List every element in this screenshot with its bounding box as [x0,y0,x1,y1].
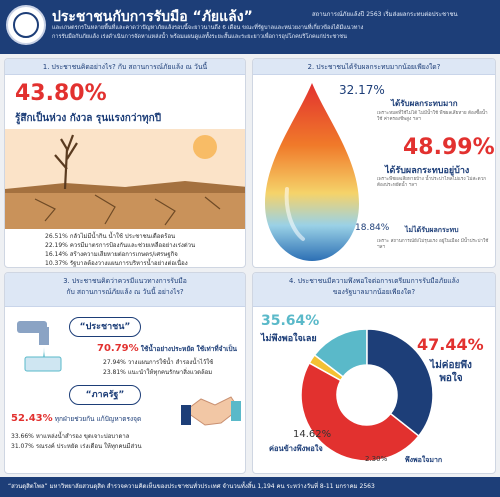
q2-percent: 32.17% [339,83,385,97]
handshake-icon [181,381,241,435]
header-intro-line: การรับมือกับภัยแล้ง เร่งดำเนินการจัดหาแหล่งน้ำ พร้อมแผนดูแลทั้งระยะสั้นและระยะยาวเพื่อการอุปโภคบริโภคแก่ประชาชน [52,33,347,40]
panel-q2 [252,58,496,268]
drought-illustration [5,129,246,229]
list-item: 31.07% รณรงค์ ประหยัด เร่งเดือน ให้ทุกคนมีส่วน [11,443,142,450]
pie-label: พึงพอใจมาก [405,456,443,464]
panel-q4-title: 4. ประชาชนมีความพึงพอใจต่อการเตรียมการรับมือภัยแล้ง [288,277,460,285]
q2-percent: 18.84% [355,223,390,233]
q2-label: ได้รับผลกระทบมาก [391,99,458,108]
list-item: 22.19% ควรมีมาตรการป้องกันและช่วยเหลืออย่างเร่งด่วน [45,242,196,249]
list-item: 10.37% รัฐบาลต้องวางแผนการบริหารน้ำอย่างต่อเนื่อง [45,260,188,267]
pie-label: ไม่พึงพอใจเลย [261,334,317,344]
pie-label: ไม่ค่อยพึงพอใจ [430,360,472,384]
q1-main-text: รู้สึกเป็นห่วง กังวล รุนแรงกว่าทุกปี [15,113,162,124]
panel-q4-subtitle: ของรัฐบาลมากน้อยเพียงใด? [332,288,416,296]
q2-label: ไม่ได้รับผลกระทบ [405,226,459,234]
list-item: 23.81% แนะนำให้ทุกคนรักษาสิ่งแวดล้อม [103,369,213,376]
people-label: “ประชาชน” [69,317,141,337]
page-title: ประชาชนกับการรับมือ “ภัยแล้ง” [52,9,253,25]
pie-pct-label: 35.64% [261,313,320,329]
q2-note: เพราะพืชผลเสียหายบ้าง น้ำประปาไหลไม่แรง ไม่สะดวก ต้องประหยัดน้ำ ฯลฯ [377,177,486,188]
q2-percent: 48.99% [403,135,495,160]
panel-q4 [252,272,496,474]
poll-logo [6,5,46,45]
header-intro [52,24,496,41]
header-bar [0,0,500,54]
header-stat-line: สถานการณ์ภัยแล้งปี 2563 เริ่มส่งผลกระทบต่อประชาชน [312,11,458,18]
footer-bar: “สวนดุสิตโพล” มหาวิทยาลัยสวนดุสิต สำรวจความคิดเห็นของประชาชนทั่วประเทศ จำนวนทั้งสิ้น 1,194 คน ระหว่างวันที่ 8-11 มกราคม 2563 [0,477,500,497]
panel-q1 [4,58,246,268]
pie-pct-label: 47.44% [417,335,484,354]
pie-label: ค่อนข้างพึงพอใจ [269,444,323,453]
list-item: 70.79% ใช้น้ำอย่างประหยัด ใช้เท่าที่จำเป็น [97,343,237,354]
q2-label: ได้รับผลกระทบอยู่บ้าง [385,166,470,176]
list-item: 26.51% กลัวไม่มีน้ำกิน น้ำใช้ ประชาชนเดือดร้อน [45,233,176,240]
list-item: 27.94% วางแผนการใช้น้ำ สำรองน้ำไว้ใช้ [103,359,214,366]
government-label: “ภาครัฐ” [69,385,141,405]
list-item: 16.14% สร้างความเสียหายต่อการเกษตร/เศรษฐกิจ [45,251,178,258]
q2-note: เพราะหมดที่ใช้ไม่ได้ ไม่มีน้ำใช้ พืชผลเสียหาย ต้องซื้อน้ำใช้ ค่าครองชีพสูง ฯลฯ [377,111,488,122]
q1-main-percent: 43.80% [15,81,107,106]
panel-q2-title: 2. ประชาชนได้รับผลกระทบมากน้อยเพียงใด? [253,59,495,75]
q2-note: เพราะ สถานการณ์ยังไม่รุนแรง อยู่ในเมือง มีน้ำประปาใช้ ฯลฯ [377,239,489,250]
panel-q3-title: 3. ประชาชนคิดว่าควรมีแนวทางการรับมือ [63,277,187,285]
water-tap-icon [13,317,69,373]
panel-q3-subtitle: กับ สถานการณ์ภัยแล้ง ณ วันนี้ อย่างไร? [66,288,184,296]
panel-q3 [4,272,246,474]
pie-pct-label: 2.30% [365,455,388,463]
list-item: 33.66% หาแหล่งน้ำสำรอง ขุดเจาะบ่อบาดาล [11,433,130,440]
panel-q1-title: 1. ประชาชนคิดอย่างไร? กับ สถานการณ์ภัยแล้ง ณ วันนี้ [5,59,245,75]
pie-pct-label: 14.62% [293,429,332,440]
water-drop-illustration [257,79,367,265]
header-intro-line: และเกษตรกรในหลายพื้นที่และคาดว่าปัญหาภัยแล้งรอบนี้จะยาวนานถึง 6 เดือน ขณะที่รัฐบาลและหน่วยงานที่เกี่ยวข้องได้มีแนวทาง [52,25,364,31]
list-item: 52.43% ทุกฝ่ายช่วยกัน แก้ปัญหาตรงจุด [11,413,142,424]
